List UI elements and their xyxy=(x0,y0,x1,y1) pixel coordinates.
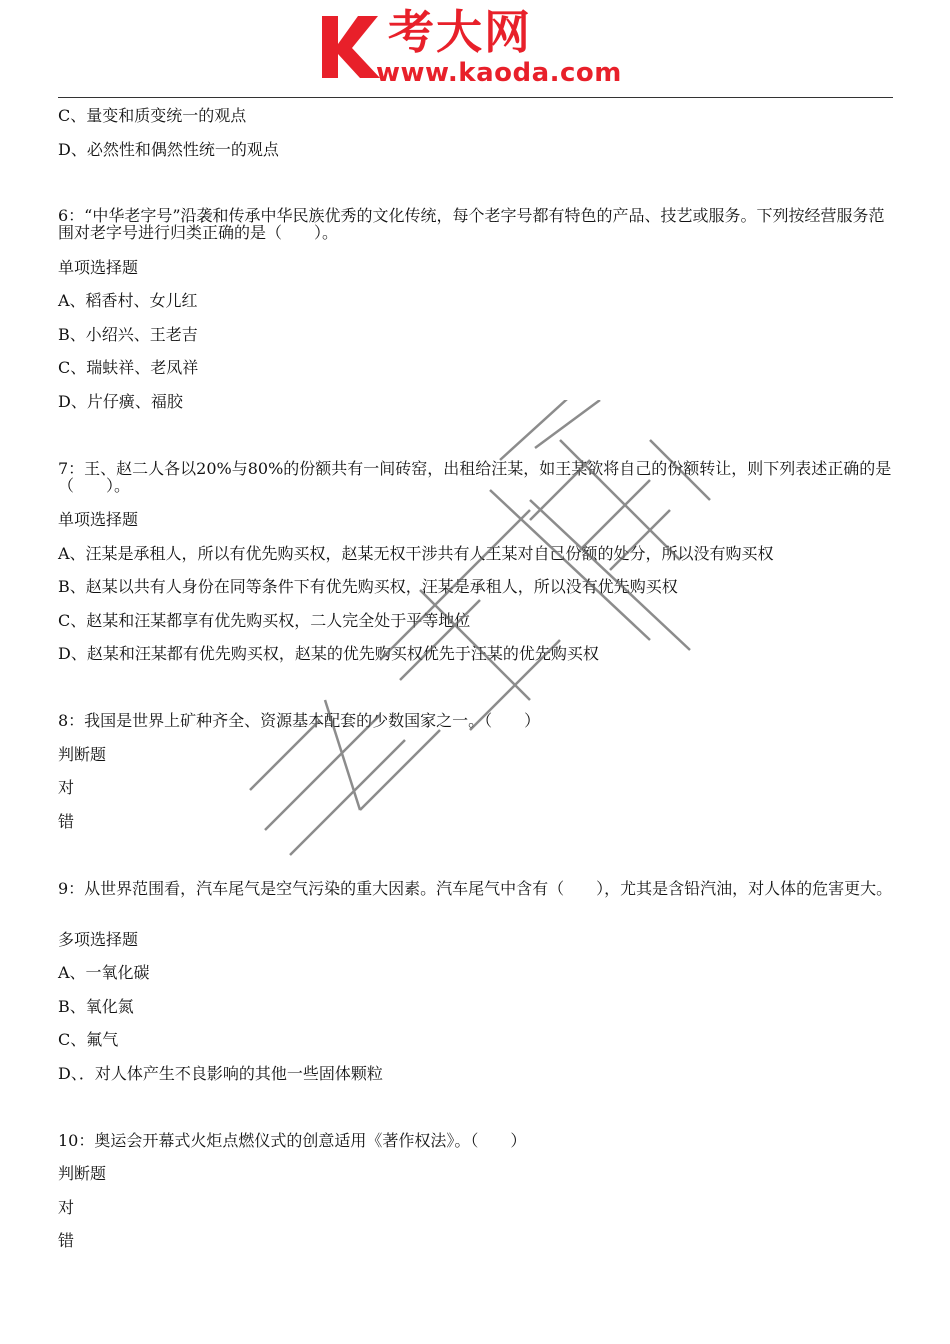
option-c: C、赵某和汪某都享有优先购买权，二人完全处于平等地位 xyxy=(58,611,471,630)
header-divider xyxy=(58,97,893,98)
question-type: 多项选择题 xyxy=(58,930,139,949)
question-type: 判断题 xyxy=(58,745,107,764)
question-8: 8：我国是世界上矿种齐全、资源基本配套的少数国家之一。（ ） xyxy=(58,711,541,730)
logo-text: 考大网 xyxy=(388,5,532,59)
option-b: B、小绍兴、王老吉 xyxy=(58,325,198,344)
question-7: 7：王、赵二人各以20%与80%的份额共有一间砖窑，出租给汪某，如王某欲将自己的份额转让，则下列表述正确的是（ ）。 xyxy=(58,459,892,495)
option-true: 对 xyxy=(58,1198,75,1217)
option-false: 错 xyxy=(58,1231,75,1250)
question-type: 判断题 xyxy=(58,1164,107,1183)
question-6: 6：“中华老字号”沿袭和传承中华民族优秀的文化传统，每个老字号都有特色的产品、技艺或服务。下列按经营服务范围对老字号进行归类正确的是（ ）。 xyxy=(58,206,885,242)
question-10: 10：奥运会开幕式火炬点燃仪式的创意适用《著作权法》。（ ） xyxy=(58,1131,527,1150)
option-b: B、赵某以共有人身份在同等条件下有优先购买权，汪某是承租人，所以没有优先购买权 xyxy=(58,577,678,596)
logo-url: www.kaoda.com xyxy=(376,58,622,88)
option-b: B、氧化氮 xyxy=(58,997,134,1016)
option-a: A、一氧化碳 xyxy=(58,963,150,982)
option-d: D、．对人体产生不良影响的其他一些固体颗粒 xyxy=(58,1064,383,1083)
option-c: C、氟气 xyxy=(58,1030,119,1049)
kaoda-logo-icon xyxy=(318,14,382,80)
option-d: D、必然性和偶然性统一的观点 xyxy=(58,140,279,159)
question-9: 9：从世界范围看，汽车尾气是空气污染的重大因素。汽车尾气中含有（ ），尤其是含铅汽油，对人体的危害更大。 xyxy=(58,879,893,898)
option-c: C、量变和质变统一的观点 xyxy=(58,106,247,125)
option-a: A、稻香村、女儿红 xyxy=(58,291,198,310)
option-a: A、汪某是承租人，所以有优先购买权，赵某无权干涉共有人王某对自己份额的处分，所以没有购买权 xyxy=(58,544,774,563)
option-d: D、赵某和汪某都有优先购买权，赵某的优先购买权优先于汪某的优先购买权 xyxy=(58,644,599,663)
question-type: 单项选择题 xyxy=(58,510,139,529)
option-true: 对 xyxy=(58,778,75,797)
option-d: D、片仔癀、福胶 xyxy=(58,392,183,411)
page-header xyxy=(0,0,950,100)
option-false: 错 xyxy=(58,812,75,831)
question-type: 单项选择题 xyxy=(58,258,139,277)
option-c: C、瑞蚨祥、老凤祥 xyxy=(58,358,199,377)
